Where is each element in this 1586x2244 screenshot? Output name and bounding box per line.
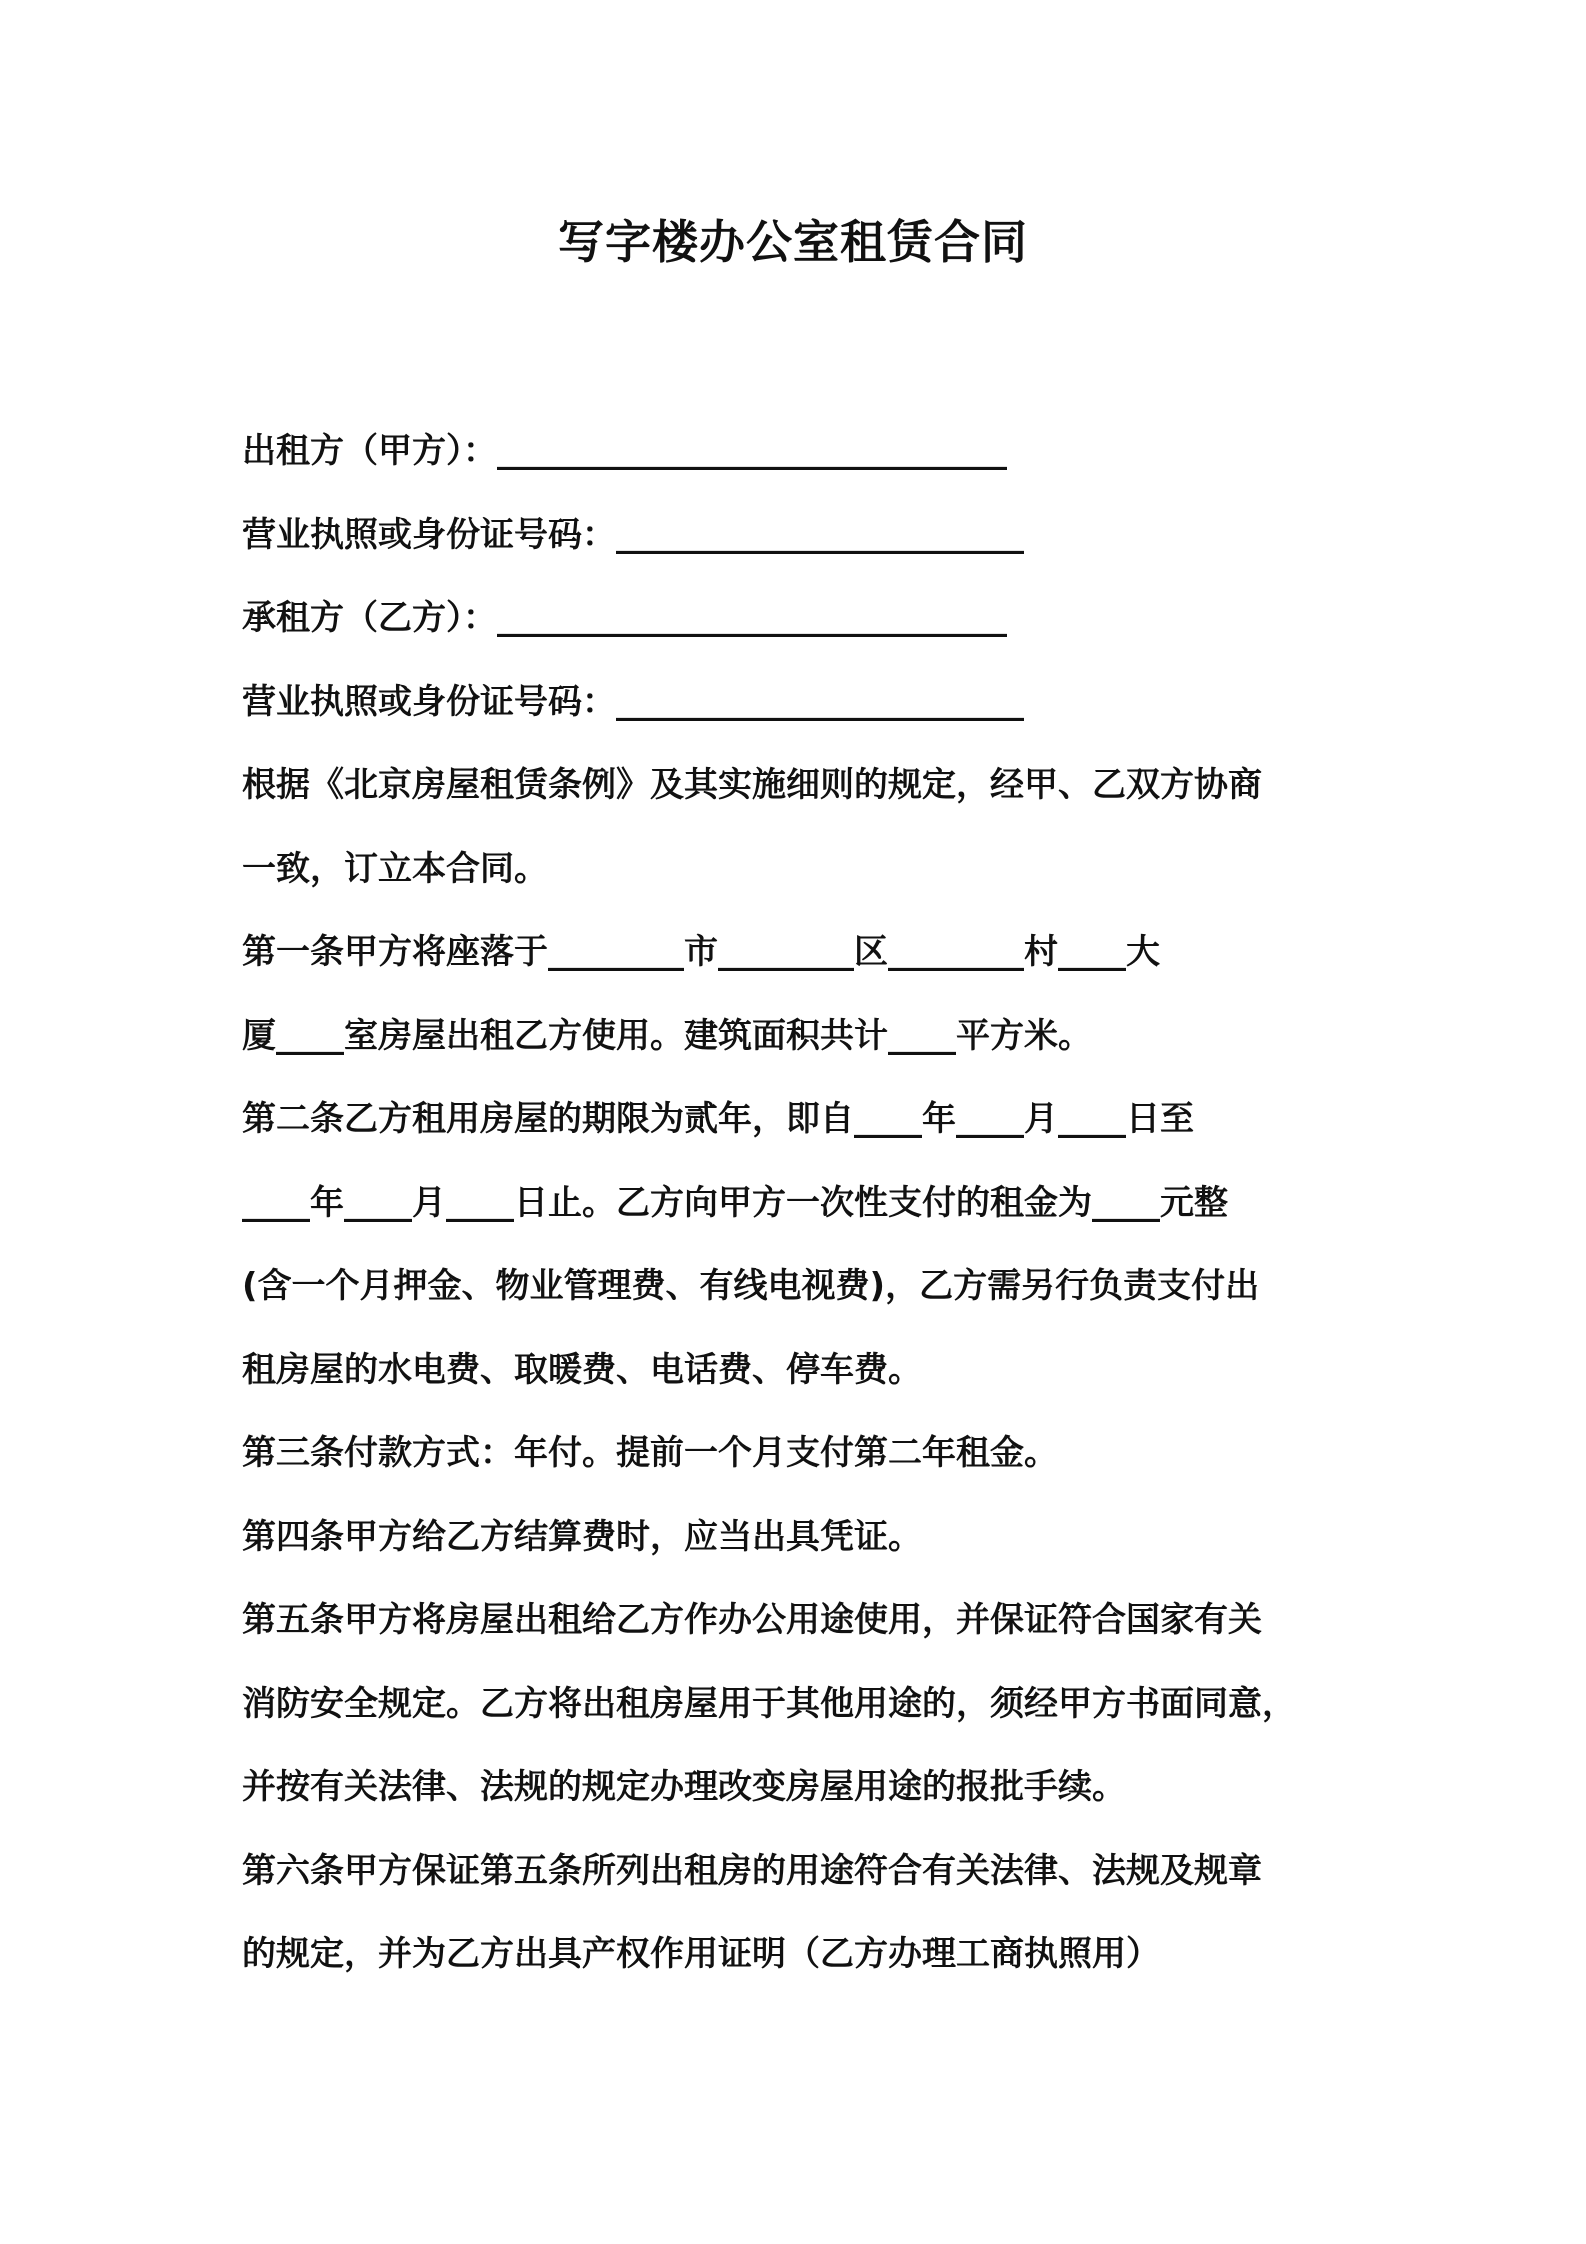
- paragraph-line: 一致，订立本合同。: [242, 848, 548, 889]
- lessor-line: 出租方（甲方）：______________________________: [242, 431, 1007, 471]
- lessor-id-line: 营业执照或身份证号码：________________________: [242, 514, 1024, 555]
- paragraph-line: 消防安全规定。乙方将出租房屋用于其他用途的，须经甲方书面同意，: [242, 1683, 1296, 1724]
- article-3-paragraph: [242, 1412, 1354, 1496]
- paragraph-line: 第六条甲方保证第五条所列出租房的用途符合有关法律、法规及规章: [242, 1850, 1262, 1891]
- paragraph-line: 租房屋的水电费、取暖费、电话费、停车费。: [242, 1349, 922, 1390]
- paragraph-line: 第五条甲方将房屋出租给乙方作办公用途使用，并保证符合国家有关: [242, 1600, 1262, 1640]
- paragraph-line: 根据《北京房屋租赁条例》及其实施细则的规定，经甲、乙双方协商: [242, 765, 1262, 805]
- lessee-id-line: 营业执照或身份证号码：________________________: [242, 681, 1024, 722]
- article-4-paragraph: [242, 1496, 1354, 1580]
- article-5-paragraph: [242, 1579, 1354, 1830]
- paragraph-line: 第二条乙方租用房屋的期限为贰年，即自____年____月____日至: [242, 1099, 1194, 1139]
- lessee-line: 承租方（乙方）：______________________________: [242, 598, 1007, 638]
- document-body: [242, 410, 1354, 1997]
- paragraph-line: 并按有关法律、法规的规定办理改变房屋用途的报批手续。: [242, 1767, 1126, 1807]
- document-title: 写字楼办公室租赁合同: [558, 215, 1028, 269]
- paragraph-line: 第三条付款方式：年付。提前一个月支付第二年租金。: [242, 1433, 1058, 1473]
- preamble-paragraph: [242, 744, 1354, 911]
- paragraph-line: (含一个月押金、物业管理费、有线电视费)，乙方需另行负责支付出: [242, 1266, 1260, 1306]
- paragraph-line: ____年____月____日止。乙方向甲方一次性支付的租金为____元整: [242, 1182, 1228, 1223]
- article-6-paragraph: [242, 1830, 1354, 1997]
- article-2-paragraph: [242, 1078, 1354, 1412]
- paragraph-line: 厦____室房屋出租乙方使用。建筑面积共计____平方米。: [242, 1015, 1092, 1056]
- paragraph-line: 的规定，并为乙方出具产权作用证明（乙方办理工商执照用）: [242, 1934, 1160, 1974]
- paragraph-line: 第四条甲方给乙方结算费时，应当出具凭证。: [242, 1516, 922, 1557]
- paragraph-line: 第一条甲方将座落于________市________区________村____大: [242, 932, 1160, 972]
- article-1-paragraph: [242, 911, 1354, 1078]
